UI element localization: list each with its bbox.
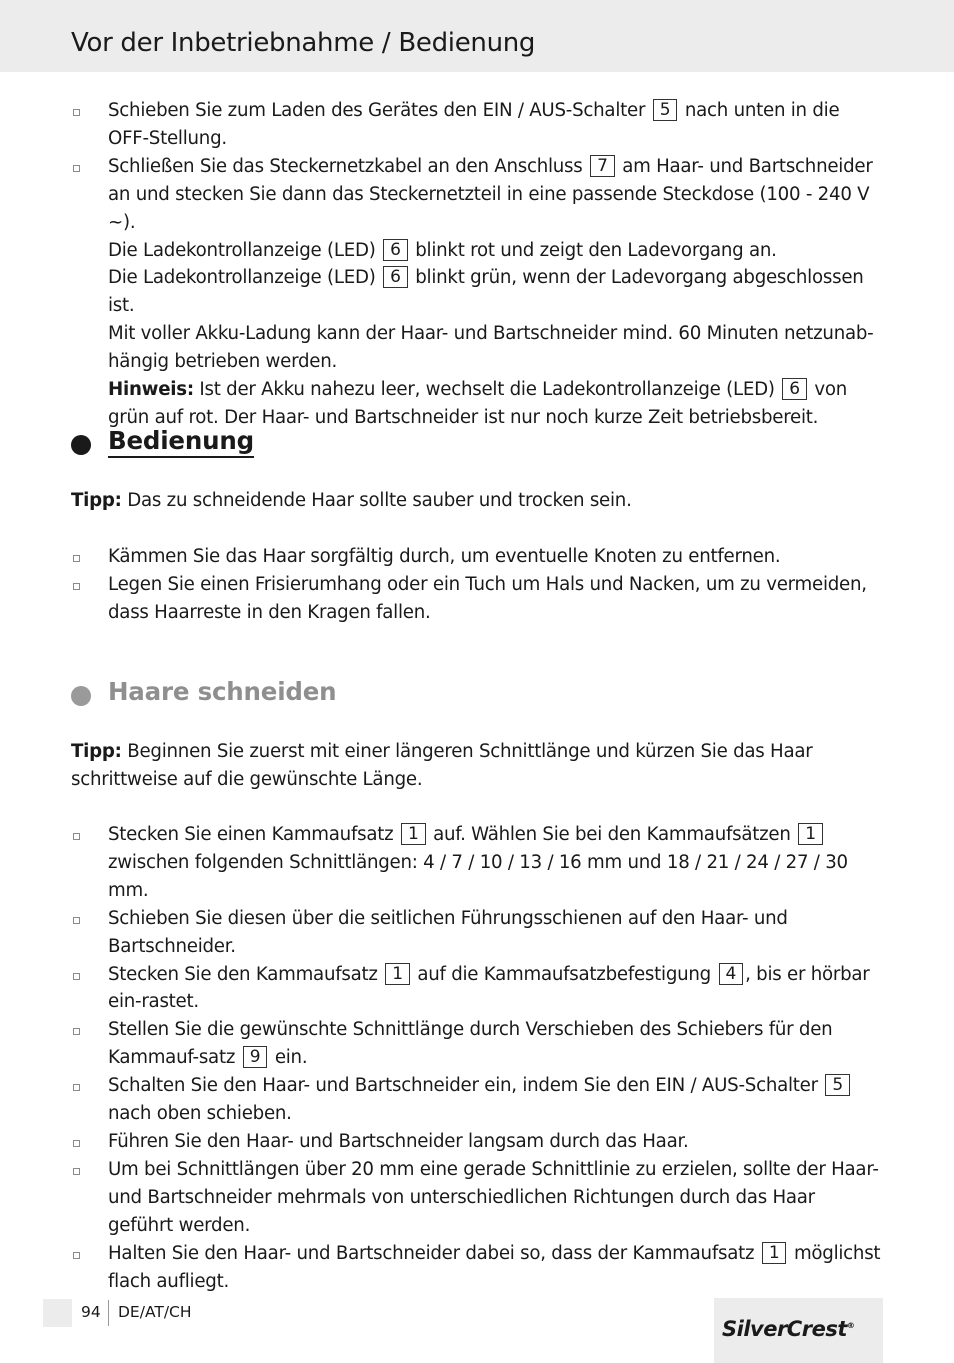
page-title: Vor der Inbetriebnahme / Bedienung — [71, 28, 536, 58]
haare-list — [71, 821, 883, 1295]
part-ref: 1 — [762, 1242, 787, 1264]
tip-paragraph: Tipp: Das zu schneidende Haar sollte sauber und trocken sein. — [71, 490, 632, 511]
bullet-square-icon — [73, 1168, 80, 1175]
list-item: Stecken Sie einen Kammaufsatz 1 auf. Wählen Sie bei den Kammaufsätzen 1 zwischen folgenden Schnittlängen: 4 / 7 / 10 / 13 / 16 mm und 18 / 21 / 24 / 27 / 30 mm. — [71, 821, 883, 905]
brand-logo: SilverCrest® — [722, 1317, 855, 1341]
intro-list — [71, 97, 883, 432]
footer-divider — [108, 1300, 109, 1326]
page-header — [0, 0, 954, 72]
list-item: Um bei Schnittlängen über 20 mm eine gerade Schnittlinie zu erzielen, sollte der Haar- und Bartschneider mehrmals von unterschiedlichen Richtungen durch das Haar geführt werden. — [71, 1156, 883, 1240]
list-item: Kämmen Sie das Haar sorgfältig durch, um eventuelle Knoten zu entfernen. — [71, 543, 883, 571]
list-item: Schieben Sie diesen über die seitlichen Führungsschienen auf den Haar- und Bartschneider. — [71, 905, 883, 961]
bullet-square-icon — [73, 1252, 80, 1259]
bullet-square-icon — [73, 833, 80, 840]
list-item: Führen Sie den Haar- und Bartschneider langsam durch das Haar. — [71, 1128, 883, 1156]
bullet-square-icon — [73, 917, 80, 924]
bullet-square-icon — [73, 583, 80, 590]
bedienung-list — [71, 543, 883, 627]
part-ref: 5 — [825, 1074, 850, 1096]
list-item: Stecken Sie den Kammaufsatz 1 auf die Kammaufsatzbefestigung 4 , bis er hörbar ein-rastet. — [71, 961, 883, 1017]
tip-label: Tipp: — [71, 490, 122, 511]
bullet-circle-icon — [71, 686, 91, 706]
list-item: Legen Sie einen Frisierumhang oder ein Tuch um Hals und Nacken, um zu vermeiden, dass Haarreste in den Kragen fallen. — [71, 571, 883, 627]
page-number: 94 — [81, 1303, 101, 1321]
tip-label: Tipp: — [71, 741, 122, 762]
bullet-square-icon — [73, 555, 80, 562]
list-item: Schalten Sie den Haar- und Bartschneider ein, indem Sie den EIN / AUS-Schalter 5 nach oben schieben. — [71, 1072, 883, 1128]
part-ref: 9 — [243, 1046, 268, 1068]
part-ref: 4 — [719, 963, 744, 985]
list-item: Halten Sie den Haar- und Bartschneider dabei so, dass der Kammaufsatz 1 möglichst flach aufliegt. — [71, 1240, 883, 1296]
bullet-square-icon — [73, 109, 80, 116]
bullet-circle-icon — [71, 435, 91, 455]
part-ref: 6 — [383, 266, 408, 288]
part-ref: 5 — [653, 99, 678, 121]
footer-tab — [43, 1299, 72, 1327]
language-codes: DE/AT/CH — [118, 1303, 192, 1321]
note-label: Hinweis: — [108, 379, 194, 401]
part-ref: 1 — [385, 963, 410, 985]
tip-paragraph: Tipp: Beginnen Sie zuerst mit einer längeren Schnittlänge und kürzen Sie das Haar schrittweise auf die gewünschte Länge. — [71, 741, 813, 790]
bullet-square-icon — [73, 165, 80, 172]
bullet-square-icon — [73, 973, 80, 980]
part-ref: 1 — [401, 823, 426, 845]
bullet-square-icon — [73, 1028, 80, 1035]
part-ref: 1 — [798, 823, 823, 845]
list-continuation: Die Ladekontrollanzeige (LED) 6 blinkt rot und zeigt den Ladevorgang an. Die Ladekontrollanzeige (LED) 6 blinkt grün, wenn der Ladevorgang abgeschlossen ist. Mit voller Akku-Ladung kann der Haar- und Bartschneider mind. 60 Minuten netzunab-hängig betrieben werden. Hinweis: Ist der Akku nahezu leer, wechselt die Ladekontrollanzeige (LED) 6 von grün auf rot. Der Haar- und Bartschneider ist nur noch kurze Zeit betriebsbereit. — [108, 239, 874, 428]
list-item: Stellen Sie die gewünschte Schnittlänge durch Verschieben des Schiebers für den Kammauf-satz 9 ein. — [71, 1016, 883, 1072]
part-ref: 7 — [590, 155, 615, 177]
list-item: Schließen Sie das Steckernetzkabel an den Anschluss 7 am Haar- und Bartschneider an und stecken Sie dann das Steckernetzteil in eine passende Steckdose (100 - 240 V ~). — [71, 153, 883, 237]
list-item: Schieben Sie zum Laden des Gerätes den EIN / AUS-Schalter 5 nach unten in die OFF-Stellung. — [71, 97, 883, 153]
part-ref: 6 — [383, 239, 408, 261]
bullet-square-icon — [73, 1084, 80, 1091]
bullet-square-icon — [73, 1140, 80, 1147]
part-ref: 6 — [782, 378, 807, 400]
